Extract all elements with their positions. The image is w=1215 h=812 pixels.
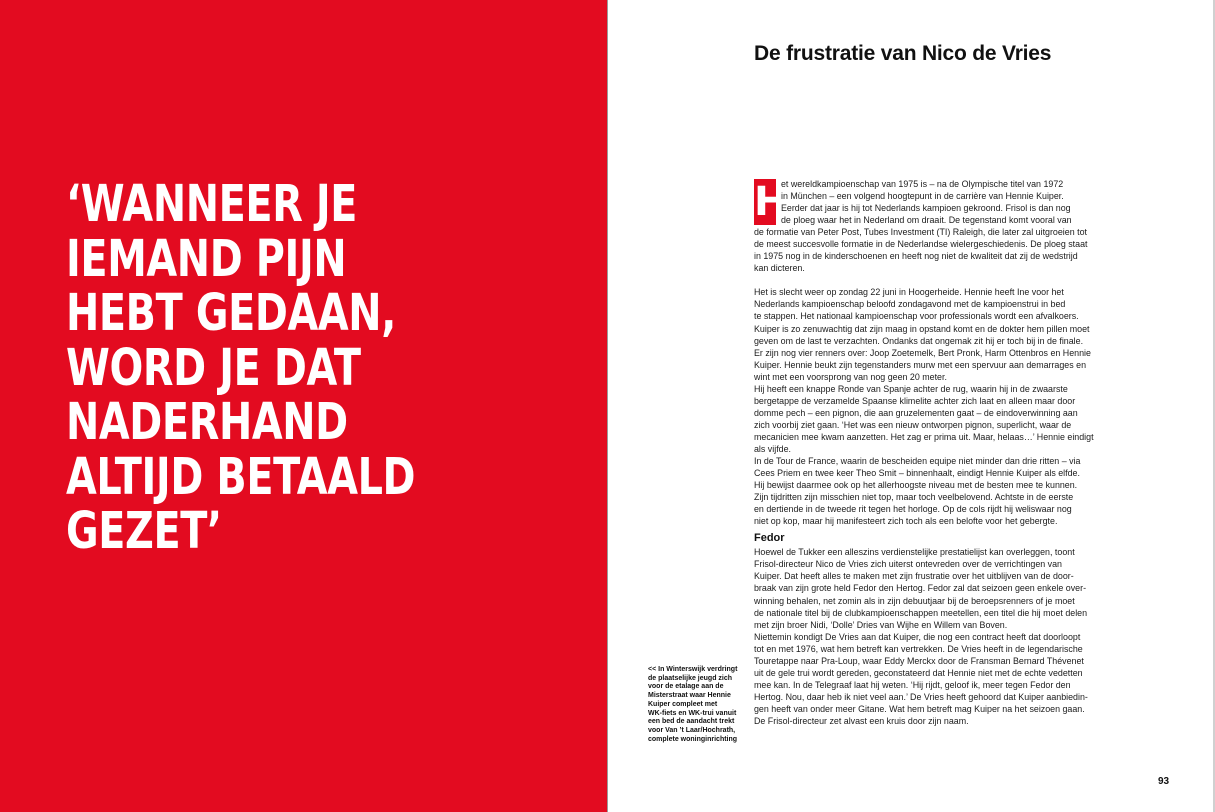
photo-caption [648, 666, 748, 744]
caption-line: WK-fiets en WK-trui vanuit [648, 709, 737, 717]
body-line: bergetappe de verzamelde Spaanse klimelite achter zich laat en alleen maar door [754, 395, 1076, 406]
pull-quote-line: HEBT GEDAAN, [66, 284, 396, 343]
pull-quote-line: ALTIJD BETAALD [66, 447, 416, 507]
body-line: Hij bewijst daarmee ook op het allerhoogste niveau met de besten mee te kunnen. [754, 480, 1078, 491]
body-line: Het is slecht weer op zondag 22 juni in Hoogerheide. Hennie heeft Ine voor het [754, 287, 1064, 298]
second-paragraph [754, 286, 1172, 527]
pull-quote-line: ‘WANNEER JE [66, 175, 358, 234]
body-line: uit de gele trui wordt gereden, geconstateerd dat Hennie niet met de echte vedetten [754, 667, 1083, 678]
caption-line: Kuiper compleet met [648, 700, 718, 708]
caption-line: een bed de aandacht trekt [648, 718, 735, 726]
caption-line: voor Van ’t Laar/Hochrath, [648, 726, 736, 734]
pull-quote-line: IEMAND PIJN [66, 229, 347, 289]
body-line: braak van zijn grote held Fedor den Hertog. Fedor zal dat seizoen geen enkele over- [754, 583, 1087, 594]
body-line: in 1975 nog in de kinderschoenen en heeft nog niet de kwaliteit dat zij de wedstrijd [754, 251, 1078, 262]
caption-line: << In Winterswijk verdringt [648, 666, 738, 673]
body-line: mee kan. In de Telegraaf laat hij weten. ‘Hij rijdt, geloof ik, meer tegen Fedor den [754, 679, 1071, 690]
body-line: tot en met 1976, wat hem betreft kan vertrekken. De Vries heeft in de legendarische [754, 643, 1083, 654]
body-line: zich voorbij ziet gaan. ‘Het was een nieuw ontworpen pignon, superlicht, waar de [754, 419, 1072, 430]
caption-line: Misterstraat waar Hennie [648, 692, 731, 700]
caption-line: complete woninginrichting [648, 735, 738, 743]
body-line: Touretappe naar Pra-Loup, waar Eddy Merckx door de Fransman Bernard Thévenet [754, 655, 1084, 666]
body-line: gen heeft van onder meer Gitane. Wat hem betreft mag Kuiper na het seizoen gaan. [754, 703, 1085, 714]
body-line: Zijn tijdritten zijn misschien niet top, maar toch veelbelovend. Achtste in de eerste [754, 492, 1074, 503]
body-line: Hoewel de Tukker een alleszins verdienstelijke prestatielijst kan overleggen, toont [754, 547, 1075, 558]
body-line: de formatie van Peter Post, Tubes Investment (TI) Raleigh, die later zal uitgroeien tot [754, 227, 1087, 238]
body-line: in München – een volgend hoogtepunt in de carrière van Hennie Kuiper. [781, 191, 1064, 202]
body-line: met zijn broer Nidi, ‘Dolle’ Dries van Wijhe en Willem van Boven. [754, 619, 1008, 630]
body-line: Er zijn nog vier renners over: Joop Zoetemelk, Bert Pronk, Harm Ottenbros en Hennie [754, 347, 1091, 358]
body-line: als vijfde. [754, 443, 791, 454]
body-line: Hij heeft een knappe Ronde van Spanje achter de rug, waarin hij in de zwaarste [754, 383, 1068, 394]
caption-line: de plaatselijke jeugd zich [648, 674, 733, 682]
drop-cap: H [754, 179, 788, 225]
body-line: mecanicien mee kwam aanzetten. Het zag er prima uit. Maar, helaas…’ Hennie eindigt [754, 431, 1094, 442]
body-line: winning behalen, net zomin als in zijn debuutjaar bij de beroepsrenners of je moet [754, 595, 1075, 606]
page-spine-divider [607, 0, 608, 812]
article-body [754, 178, 1172, 727]
pull-quote-line: NADERHAND [66, 393, 348, 452]
body-line: Eerder dat jaar is hij tot Nederlands kampioen gekroond. Frisol is dan nog [781, 203, 1071, 214]
left-page-red-panel [0, 0, 607, 812]
pull-quote-line: WORD JE DAT [66, 338, 361, 398]
third-paragraph [754, 546, 1172, 727]
body-line: geven om de last te verzachten. Ondanks dat ongemak zit hij er toch bij in de finale. [754, 335, 1084, 346]
body-line: de meest succesvolle formatie in de Nederlandse wielergeschiedenis. De ploeg staat [754, 239, 1088, 250]
body-line: de ploeg waar het in Nederland om draait. De tegenstand komt vooral van [781, 215, 1072, 226]
body-line: de nationale titel bij de clubkampioenschappen meetellen, een titel die hij moet delen [754, 607, 1088, 618]
body-line: Hertog. Nou, daar heb ik niet veel aan.’ De Vries heeft gehoord dat Kuiper aanbiedin- [754, 691, 1088, 702]
body-line: Kuiper. Dat heeft alles te maken met zijn frustratie over het uitblijven van de door- [754, 571, 1074, 582]
body-line: et wereldkampioenschap van 1975 is – na de Olympische titel van 1972 [781, 179, 1064, 189]
article-title: De frustratie van Nico de Vries [754, 42, 1052, 65]
page-number: 93 [1158, 776, 1170, 787]
caption-line: voor de etalage aan de [648, 683, 724, 691]
body-line: In de Tour de France, waarin de bescheiden equipe niet minder dan drie ritten – via [754, 456, 1081, 467]
body-line: Niettemin kondigt De Vries aan dat Kuiper, die nog een contract heeft dat doorloopt [754, 631, 1081, 642]
body-line: domme pech – een pignon, die aan gruzelementen gaat – de eindoverwinning aan [754, 407, 1078, 418]
body-line: en dertiende in de tweede rit tegen het horloge. Op de cols rijdt hij weliswaar nog [754, 504, 1072, 515]
intro-paragraph [754, 178, 1172, 274]
body-line: De Frisol-directeur zet alvast een kruis door zijn naam. [754, 715, 969, 726]
body-line: Nederlands kampioenschap beloofd zondagavond met de kampioenstrui in bed [754, 299, 1066, 310]
body-line: Kuiper is zo zenuwachtig dat zijn maag in opstand komt en de dokter hem pillen moet [754, 323, 1090, 334]
body-line: te stappen. Het nationaal kampioenschap voor professionals wordt een afvalkoers. [754, 311, 1079, 322]
pull-quote [66, 175, 472, 561]
pull-quote-line: GEZET’ [66, 502, 222, 561]
body-line: kan dicteren. [754, 263, 805, 274]
section-subheading: Fedor [754, 532, 785, 545]
body-line: niet op kop, maar hij manifesteert zich toch als een belofte voor het gebergte. [754, 516, 1058, 527]
body-line: wint met een voorsprong van nog geen 20 meter. [754, 371, 947, 382]
body-line: Cees Priem en twee keer Theo Smit – binnenhaalt, eindigt Hennie Kuiper als elfde. [754, 468, 1080, 479]
body-line: Kuiper. Hennie beukt zijn tegenstanders murw met een spervuur aan demarrages en [754, 359, 1087, 370]
body-line: Frisol-directeur Nico de Vries zich uiterst ontevreden over de verrichtingen van [754, 559, 1062, 570]
